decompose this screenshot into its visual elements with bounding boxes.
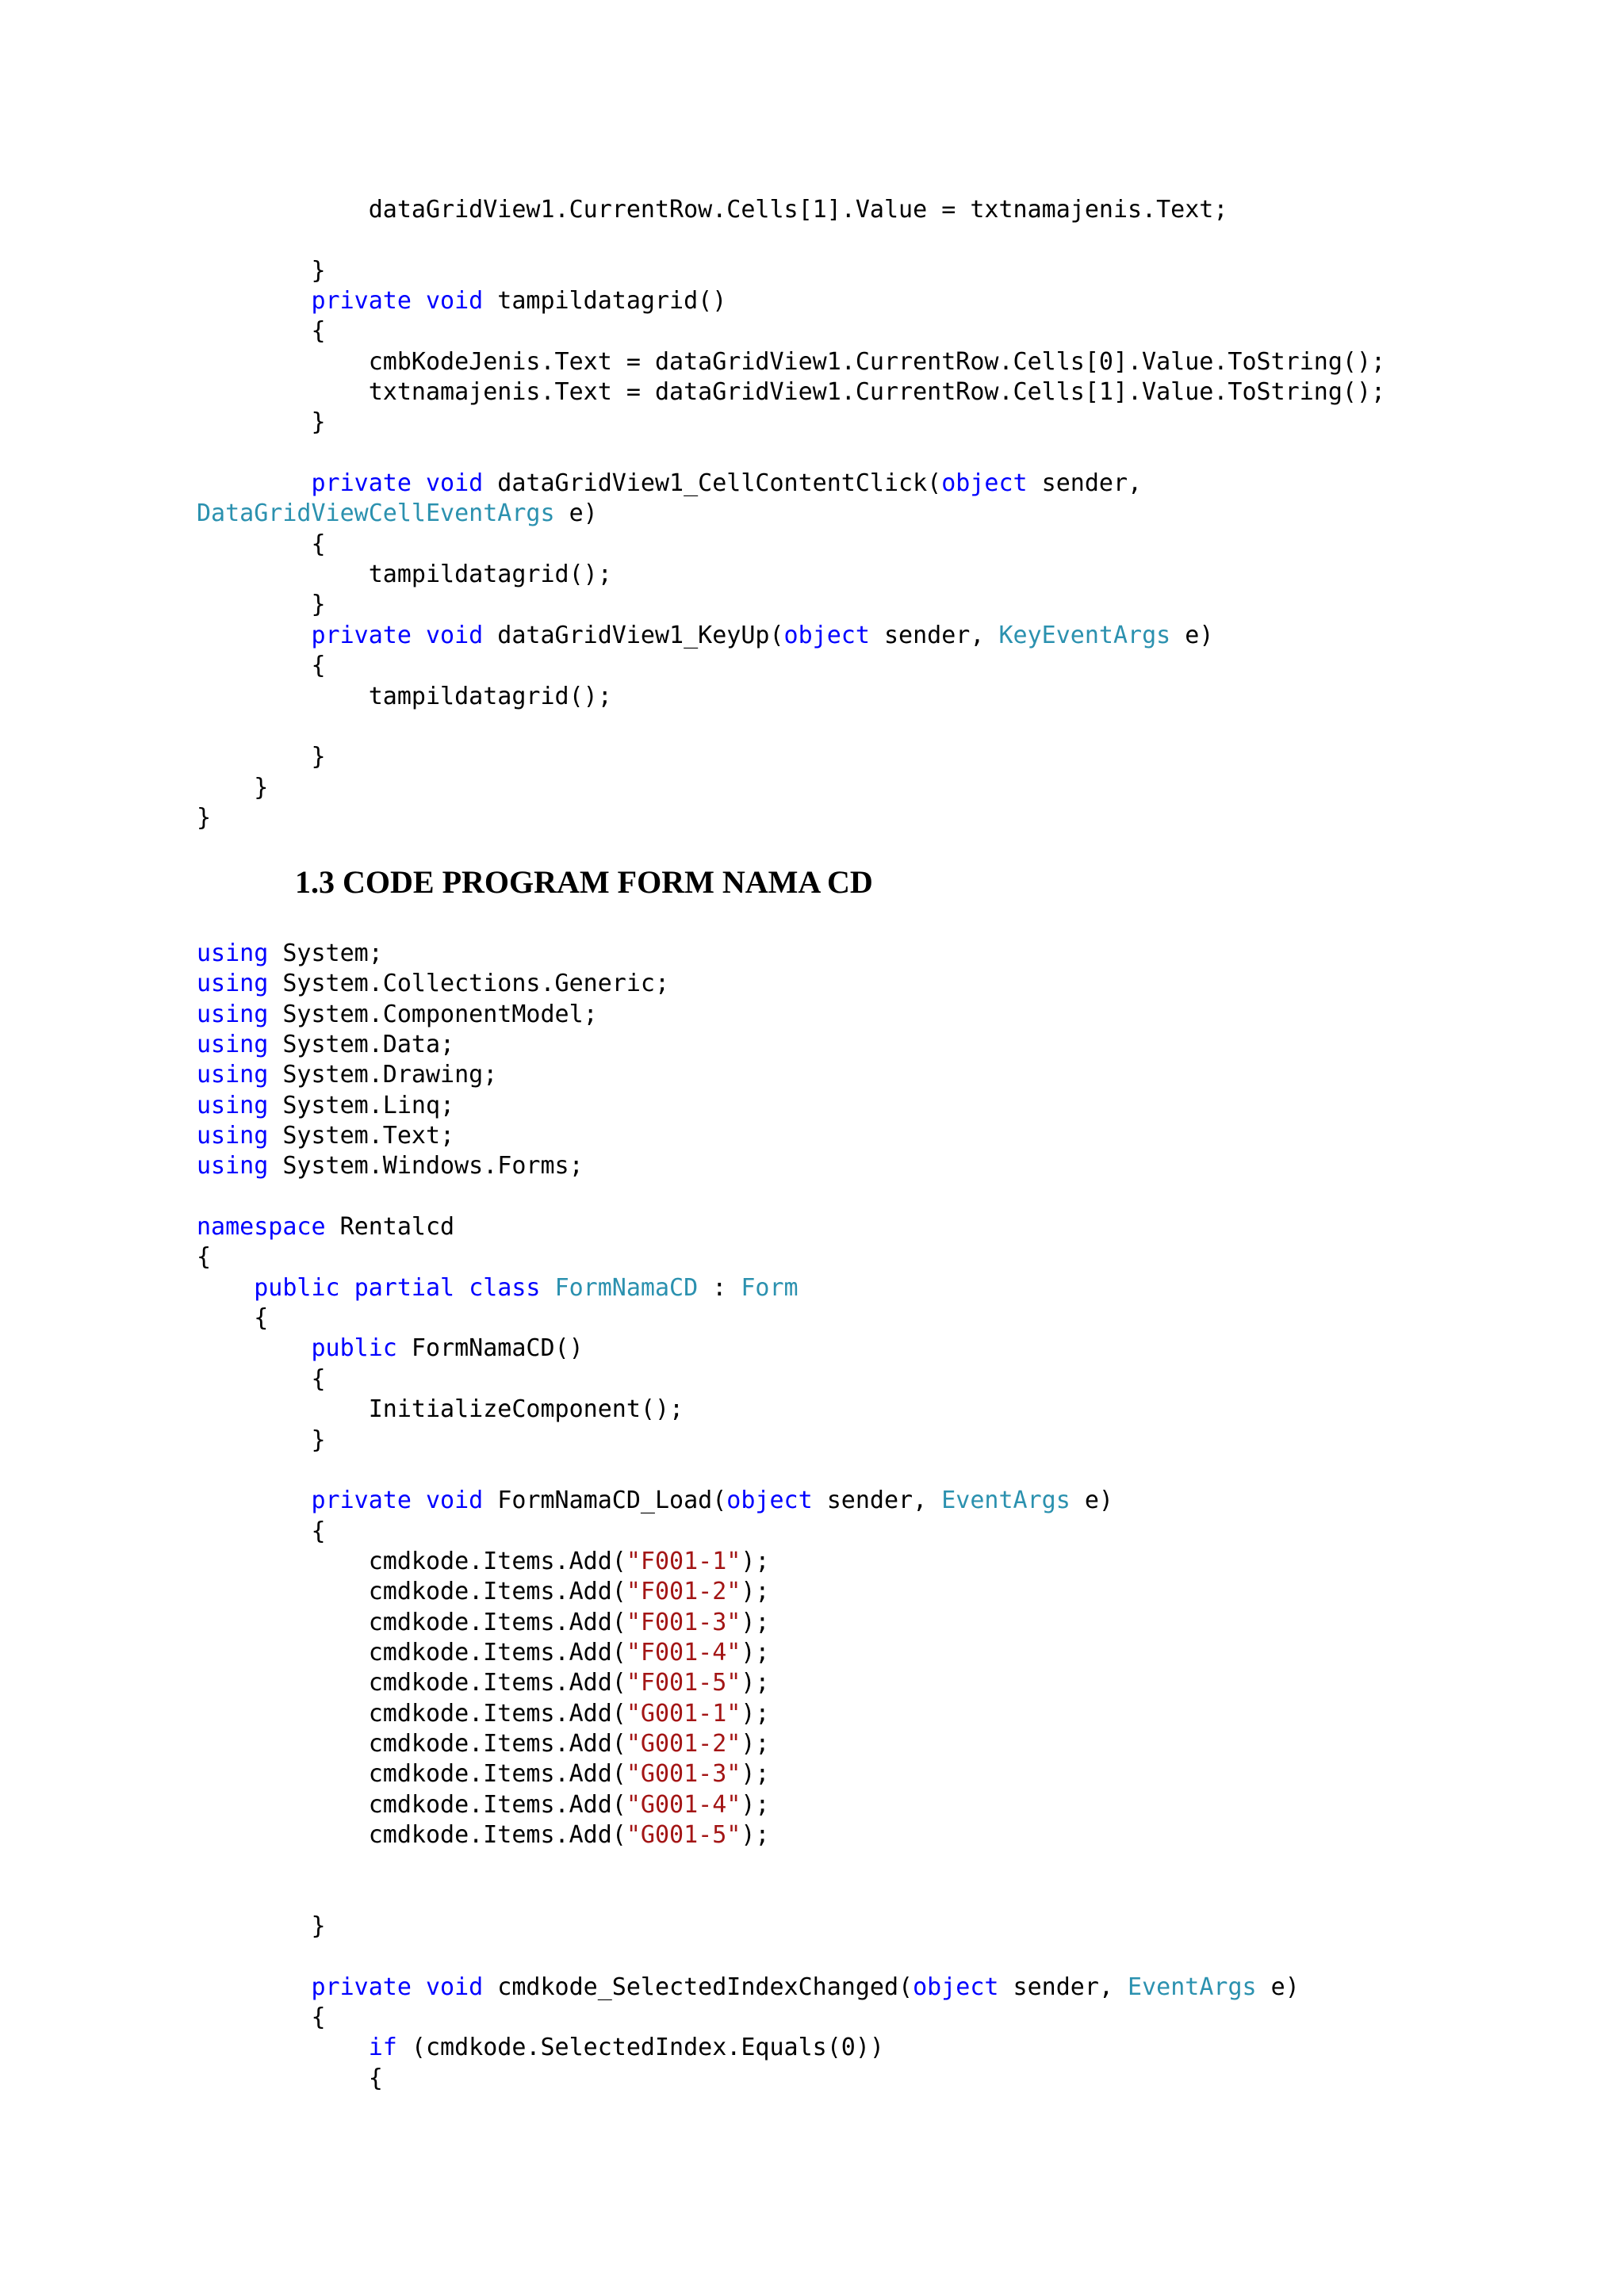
code-text: cmbKodeJenis.Text = dataGridView1.CurrentRow.Cells[0].Value.ToString(); [197,347,1386,376]
code-text: { [197,1243,212,1272]
code-line [197,469,1385,499]
code-text: cmdkode.Items.Add( [197,1790,626,1819]
code-text: e) [554,499,598,528]
code-keyword: void [426,287,484,316]
code-text: FormNamaCD_Load( [483,1487,727,1515]
code-line [197,2033,1300,2063]
code-text [541,1274,555,1302]
code-text: dataGridView1_KeyUp( [483,621,784,649]
code-line [197,1151,1300,1181]
code-keyword: using [197,1152,269,1181]
code-line [197,1699,1300,1729]
code-text: } [197,743,326,771]
code-string: "G001-5" [626,1820,741,1849]
code-text: e) [1070,1487,1113,1515]
code-text [197,1487,312,1514]
code-text: cmdkode_SelectedIndexChanged( [483,1973,914,2001]
code-text: { [197,652,326,680]
code-text: ); [741,1669,770,1697]
code-type: FormNamaCD [554,1273,699,1302]
code-keyword: private [311,1487,412,1515]
code-line [197,712,1385,742]
code-keyword: void [426,1487,484,1515]
code-text: System.Linq; [268,1091,455,1119]
code-line [197,1273,1300,1303]
code-text: ); [741,1608,770,1636]
code-text: } [197,408,326,437]
code-line [197,256,1385,286]
code-line [197,939,1300,969]
code-text: sender, [1027,469,1143,498]
code-keyword: using [197,1122,269,1150]
code-text [197,1334,312,1362]
code-string: "G001-4" [626,1790,741,1819]
code-line [197,1486,1300,1516]
code-keyword: using [197,1091,269,1119]
code-text: cmdkode.Items.Add( [197,1638,626,1667]
code-type: Form [741,1273,799,1302]
code-text: tampildatagrid(); [197,561,612,589]
code-text: System.Data; [268,1031,455,1059]
code-text: dataGridView1_CellContentClick( [483,469,942,498]
code-line [197,1395,1300,1425]
code-keyword: using [197,1061,269,1089]
code-line [197,1121,1300,1151]
code-line [197,316,1385,346]
code-line [197,377,1385,408]
code-text: cmdkode.Items.Add( [197,1820,626,1849]
code-text: ); [741,1638,770,1667]
code-keyword: void [426,621,484,649]
code-line [197,1547,1300,1577]
code-text: ); [741,1760,770,1789]
code-line [197,1850,1300,1881]
code-text: { [197,2064,383,2092]
code-keyword: public [311,1334,397,1363]
code-text: cmdkode.Items.Add( [197,1608,626,1636]
code-keyword: public [254,1273,340,1302]
code-string: "F001-5" [626,1669,741,1697]
code-type: DataGridViewCellEventArgs [197,499,555,528]
code-text: System.Collections.Generic; [268,970,670,998]
code-line [197,347,1385,377]
code-line [197,1456,1300,1486]
code-text [197,1274,254,1302]
code-text [197,287,312,315]
code-text: { [197,530,326,558]
code-line [197,286,1385,316]
code-text: { [197,1304,269,1333]
code-text: { [197,317,326,346]
code-text: sender, [869,621,999,649]
code-line [197,1182,1300,1212]
code-line [197,1973,1300,2003]
code-line [197,1000,1300,1030]
code-text: ); [741,1729,770,1758]
code-text: System.ComponentModel; [268,1000,598,1028]
code-text: tampildatagrid(); [197,682,612,710]
code-string: "F001-4" [626,1638,741,1667]
code-line [197,560,1385,590]
code-line [197,1030,1300,1060]
code-keyword: using [197,939,269,967]
code-text: System.Drawing; [268,1061,498,1089]
code-text [412,287,426,315]
code-line [197,225,1385,255]
code-text: } [197,1425,326,1454]
code-text [197,469,312,497]
code-text [412,1973,426,2001]
code-text: System; [268,939,383,967]
code-line [197,1638,1300,1668]
code-line [197,1303,1300,1334]
code-line [197,742,1385,772]
code-line [197,1759,1300,1789]
code-text: System.Text; [268,1122,455,1150]
code-block-bottom [197,939,1300,2094]
code-keyword: namespace [197,1213,326,1242]
code-text: e) [1170,621,1214,649]
section-heading: 1.3 CODE PROGRAM FORM NAMA CD [295,864,873,900]
code-text: FormNamaCD() [396,1334,584,1363]
code-line [197,1334,1300,1364]
code-keyword: private [311,621,412,649]
code-line [197,499,1385,529]
code-line [197,1911,1300,1942]
code-text: ); [741,1699,770,1728]
code-keyword: private [311,287,412,316]
code-string: "G001-3" [626,1760,741,1789]
code-text: } [197,256,326,285]
code-text: cmdkode.Items.Add( [197,1547,626,1575]
code-keyword: using [197,970,269,998]
code-type: EventArgs [941,1487,1071,1515]
code-line [197,530,1385,560]
code-text: } [197,591,326,619]
code-line [197,1517,1300,1547]
code-text: cmdkode.Items.Add( [197,1699,626,1728]
code-text: Rentalcd [325,1213,455,1242]
code-text: ); [741,1820,770,1849]
code-text [197,622,312,649]
code-text: InitializeComponent(); [197,1395,684,1424]
code-line [197,1577,1300,1607]
code-line [197,682,1385,712]
code-text: : [698,1273,741,1302]
code-line [197,1608,1300,1638]
code-line [197,1790,1300,1820]
code-keyword: object [783,621,870,649]
code-keyword: if [368,2034,397,2062]
code-line [197,1364,1300,1395]
code-text: txtnamajenis.Text = dataGridView1.CurrentRow.Cells[1].Value.ToString(); [197,378,1386,407]
code-line [197,1242,1300,1272]
code-text: cmdkode.Items.Add( [197,1760,626,1789]
code-line [197,773,1385,803]
code-keyword: partial [354,1273,455,1302]
code-line [197,803,1385,833]
code-text: ); [741,1790,770,1819]
code-text: ); [741,1578,770,1606]
code-line [197,1942,1300,1972]
code-keyword: using [197,1000,269,1028]
code-text [412,1487,426,1514]
code-line [197,2064,1300,2094]
code-text: sender, [998,1973,1128,2001]
code-text: e) [1256,1973,1300,2001]
code-line [197,1091,1300,1121]
code-line [197,2003,1300,2033]
code-text: System.Windows.Forms; [268,1152,584,1181]
code-line [197,1060,1300,1090]
code-line [197,408,1385,438]
code-keyword: void [426,1973,484,2001]
code-line [197,651,1385,681]
code-line [197,1212,1300,1242]
code-string: "F001-2" [626,1578,741,1606]
code-string: "F001-3" [626,1608,741,1636]
code-text: sender, [812,1487,942,1515]
code-line [197,195,1385,225]
code-keyword: private [311,469,412,498]
code-keyword: object [913,1973,999,2001]
code-keyword: object [726,1487,813,1515]
code-line [197,1881,1300,1911]
code-text: { [197,2003,326,2032]
code-text: cmdkode.Items.Add( [197,1729,626,1758]
code-text [412,622,426,649]
code-line [197,590,1385,620]
code-keyword: object [941,469,1028,498]
code-text: dataGridView1.CurrentRow.Cells[1].Value = txtnamajenis.Text; [197,196,1228,224]
code-string: "F001-1" [626,1547,741,1575]
code-string: "G001-1" [626,1699,741,1728]
code-line [197,621,1385,651]
code-text [412,469,426,497]
code-text: } [197,773,269,802]
code-text [454,1274,469,1302]
code-text [197,2034,369,2061]
code-text: cmdkode.Items.Add( [197,1669,626,1697]
code-line [197,969,1300,999]
code-text: } [197,1912,326,1940]
code-text [197,1973,312,2001]
code-keyword: using [197,1031,269,1059]
code-text: { [197,1364,326,1393]
code-block-top [197,195,1385,833]
code-line [197,1425,1300,1456]
code-text: tampildatagrid() [483,287,727,316]
code-line [197,1729,1300,1759]
code-line [197,1820,1300,1850]
code-type: KeyEventArgs [998,621,1171,649]
code-line [197,1668,1300,1698]
code-line [197,438,1385,469]
code-keyword: class [469,1273,541,1302]
code-text [340,1274,354,1302]
code-keyword: void [426,469,484,498]
code-string: "G001-2" [626,1729,741,1758]
code-type: EventArgs [1128,1973,1257,2001]
code-text: { [197,1517,326,1545]
code-keyword: private [311,1973,412,2001]
code-text: ); [741,1547,770,1575]
code-text: } [197,803,212,832]
code-text: cmdkode.Items.Add( [197,1578,626,1606]
code-text: (cmdkode.SelectedIndex.Equals(0)) [396,2034,884,2062]
